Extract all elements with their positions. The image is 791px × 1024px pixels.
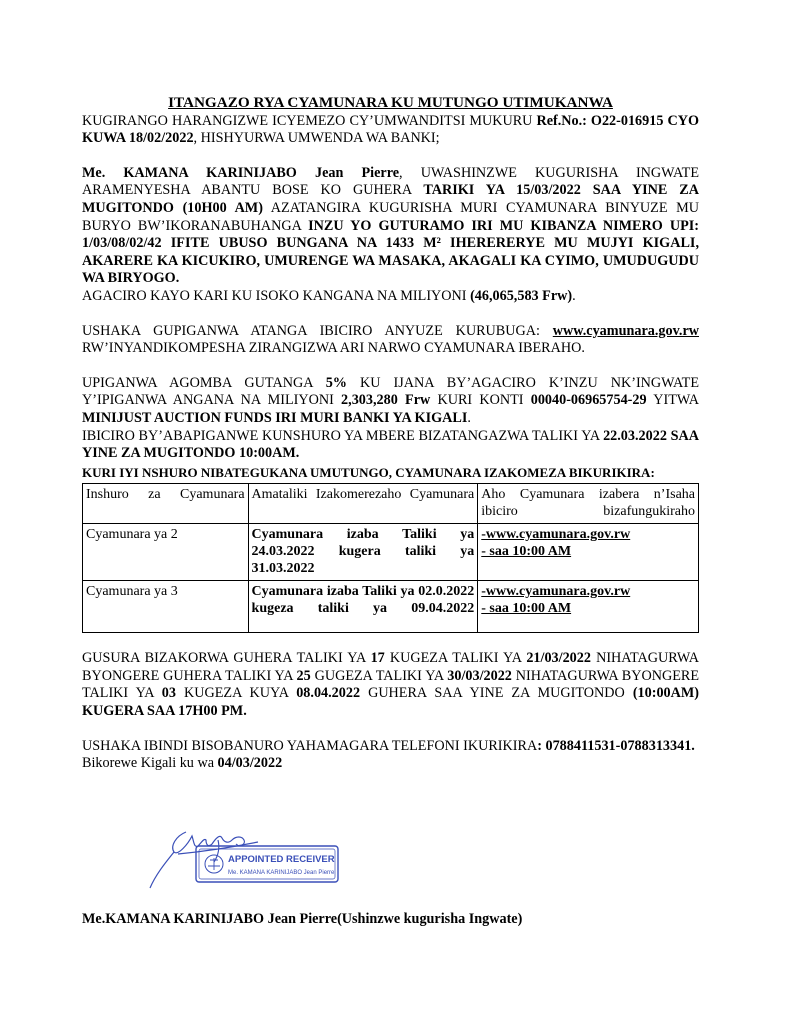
header-rounds: Inshuro za Cyamunara <box>83 484 249 524</box>
results-date: 22.03.2022 SAA YINE ZA MUGITONDO 10:00AM. <box>82 427 699 462</box>
location-cell <box>478 524 699 581</box>
issue-date: 04/03/2022 <box>217 755 283 772</box>
signatory-name: Me.KAMANA KARINIJABO Jean Pierre(Ushinzwe kugurisha Ingwate) <box>82 911 523 927</box>
date-value: 30/03/2022 <box>447 667 512 684</box>
text: USHAKA GUPIGANWA ATANGA IBICIRO ANYUZE KURUBUGA: <box>82 322 553 339</box>
paragraph-reference <box>82 113 699 148</box>
table-row <box>83 524 699 581</box>
date-value: 21/03/2022 <box>526 650 591 667</box>
auction-site-link[interactable]: -www.cyamunara.gov.rw <box>481 584 631 600</box>
dates-text: Cyamunara izaba Taliki ya 02.0.2022 kugeza taliki ya 09.04.2022 <box>251 584 475 617</box>
date-value: 25 <box>296 667 311 684</box>
deposit-amount: 2,303,280 Frw <box>341 392 431 409</box>
auction-start-date: TARIKI YA 15/03/2022 SAA YINE ZA MUGITONDO (10H00 AM) <box>82 182 699 216</box>
paragraph-bidding <box>82 323 699 358</box>
text: AGACIRO KAYO KARI KU ISOKO KANGANA NA MILIYONI <box>82 287 471 304</box>
receiver-name: Me. KAMANA KARINIJABO Jean Pierre <box>82 164 400 181</box>
auction-time: - saa 10:00 AM <box>481 544 572 560</box>
text: RW’INYANDIKOMPESHA ZIRANGIZWA ARI NARWO CYAMUNARA IBERAHO. <box>82 340 585 357</box>
text: UPIGANWA AGOMBA GUTANGA <box>82 374 326 391</box>
visit-hours: (10:00AM) KUGERA SAA 17H00 PM. <box>82 685 699 720</box>
round-cell: Cyamunara ya 3 <box>83 581 249 633</box>
paragraph-date <box>82 755 699 773</box>
auction-time: - saa 10:00 AM <box>481 601 572 617</box>
auction-site-link[interactable]: -www.cyamunara.gov.rw <box>481 527 631 543</box>
receiver-stamp <box>196 846 338 882</box>
table-heading: KURI IYI NSHURO NIBATEGUKANA UMUTUNGO, CYAMUNARA IZAKOMEZA BIKURIKIRA: <box>82 464 655 480</box>
account-number: 00040-06965754-29 <box>530 392 647 409</box>
account-name: MINIJUST AUCTION FUNDS IRI MURI BANKI YA KIGALI <box>82 409 468 426</box>
text: NIHATAGURWA BYONGERE GUHERA TALIKI YA <box>82 650 699 684</box>
round-cell: Cyamunara ya 2 <box>83 524 249 581</box>
text: AZATANGIRA KUGURISHA MURI CYAMUNARA BINYUZE MU BURYO BW’IKORANABUHANGA <box>82 199 699 234</box>
auction-website-link[interactable]: www.cyamunara.gov.rw <box>552 322 699 339</box>
auction-schedule-table <box>82 483 699 633</box>
header-location-time: Aho Cyamunara izabera n’Isaha ibiciro bizafungukiraho <box>478 484 699 524</box>
text: YITWA <box>646 392 699 409</box>
paragraph-contact <box>82 738 699 756</box>
paragraph-announcement <box>82 165 699 288</box>
dates-cell <box>248 581 478 633</box>
paragraph-deposit <box>82 375 699 428</box>
text: KUGEZA KUYA <box>175 685 297 702</box>
notice-document <box>82 94 699 773</box>
paragraph-results <box>82 428 699 463</box>
notice-title: ITANGAZO RYA CYAMUNARA KU MUTUNGO UTIMUKANWA <box>168 94 613 111</box>
text: , HISHYURWA UMWENDA WA BANKI; <box>193 130 440 147</box>
text: USHAKA IBINDI BISOBANURO YAHAMAGARA TELEFONI IKURIKIRA <box>82 737 538 754</box>
header-dates: Amataliki Izakomerezaho Cyamunara <box>248 484 478 524</box>
text: . <box>467 409 471 426</box>
paragraph-value <box>82 288 699 306</box>
stamp-name: Me. KAMANA KARINIJABO Jean Pierre <box>228 870 335 876</box>
text: KUGIRANGO HARANGIZWE ICYEMEZO CY’UMWANDITSI MUKURU <box>82 112 537 129</box>
text: GUGEZA TALIKI YA <box>310 667 448 684</box>
dates-cell <box>248 524 478 581</box>
text: IBICIRO BY’ABAPIGANWE KUNSHURO YA MBERE BIZATANGAZWA TALIKI YA <box>82 427 604 444</box>
text: , UWASHINZWE KUGURISHA INGWATE ARAMENYESHA ABANTU BOSE KO GUHERA <box>82 164 699 199</box>
table-header-row <box>83 484 699 524</box>
property-description: INZU YO GUTURAMO IRI MU KIBANZA NIMERO UPI: 1/03/08/02/42 IFITE UBUSO BUNGANA NA 1433 M² IHERERERYE MU MUJYI KIGALI, AKARERE KA KICUKIRO, UMURENGE WA MASAKA, AKAGALI KA CYIMO, UMUDUGUDU WA BIRYOGO. <box>82 217 699 287</box>
dates-text: Cyamunara izaba Taliki ya 24.03.2022 kugera taliki ya 31.03.2022 <box>251 527 475 577</box>
signature-stamp <box>148 822 353 896</box>
property-value: (46,065,583 Frw) <box>470 287 573 304</box>
location-cell <box>478 581 699 633</box>
deposit-percent: 5% <box>325 374 347 391</box>
date-value: 17 <box>370 650 385 667</box>
text: GUSURA BIZAKORWA GUHERA TALIKI YA <box>82 650 371 667</box>
text: . <box>572 287 576 304</box>
phone-numbers: : 0788411531-0788313341. <box>537 737 695 754</box>
paragraph-visits <box>82 650 699 720</box>
text: Bikorewe Kigali ku wa <box>82 755 218 772</box>
reference-number: Ref.No.: O22-016915 CYO KUWA 18/02/2022 <box>82 112 699 147</box>
text: KURI KONTI <box>430 392 531 409</box>
date-value: 08.04.2022 <box>296 685 361 702</box>
stamp-title: APPOINTED RECEIVER <box>228 854 335 865</box>
text: GUHERA SAA YINE ZA MUGITONDO <box>360 685 633 702</box>
table-row <box>83 581 699 633</box>
text: KU IJANA BY’AGACIRO K’INZU NK’INGWATE Y’IPIGANWA ANGANA NA MILIYONI <box>82 374 699 409</box>
text: KUGEZA TALIKI YA <box>384 650 527 667</box>
date-value: 03 <box>161 685 176 702</box>
text: NIHATAGURWA BYONGERE TALIKI YA <box>82 667 699 702</box>
